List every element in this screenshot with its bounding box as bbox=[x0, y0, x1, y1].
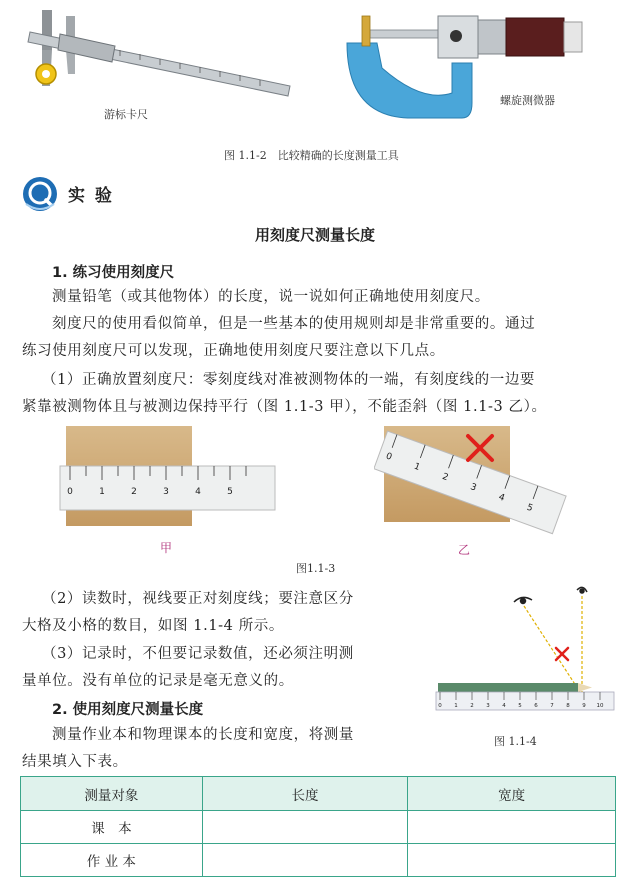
figure-caption-1-1-3: 图1.1-3 bbox=[296, 562, 336, 575]
scale-number: 10 bbox=[596, 703, 604, 709]
point2-line1: （2）读数时，视线要正对刻度线；要注意区分 bbox=[42, 591, 354, 607]
table-header-cell: 宽度 bbox=[408, 777, 616, 811]
scale-number: 5 bbox=[518, 703, 522, 709]
table-cell-width[interactable] bbox=[408, 844, 616, 877]
micrometer-image bbox=[342, 8, 597, 128]
table-header-cell: 测量对象 bbox=[21, 777, 203, 811]
table-cell-length[interactable] bbox=[202, 844, 408, 877]
ruler-b-number: 0 bbox=[384, 451, 394, 463]
point3-line1: （3）记录时，不但要记录数值，还必须注明测 bbox=[42, 646, 354, 662]
experiment-title: 用刻度尺测量长度 bbox=[254, 226, 375, 244]
table-header-row bbox=[21, 777, 616, 811]
part1-paragraph-3-line1: （1）正确放置刻度尺：零刻度线对准被测物体的一端，有刻度线的一边要 bbox=[42, 372, 536, 388]
scale-number: 2 bbox=[470, 703, 474, 709]
label-jia: 甲 bbox=[160, 541, 173, 555]
scale-number: 1 bbox=[454, 703, 458, 709]
figure-1-1-4 bbox=[432, 580, 618, 750]
part2-heading: 2. 使用刻度尺测量长度 bbox=[52, 702, 204, 718]
scale-number: 6 bbox=[534, 703, 538, 709]
measurement-table bbox=[20, 776, 616, 877]
ruler-a-number: 1 bbox=[99, 487, 105, 497]
reading-angle-diagram bbox=[432, 580, 618, 720]
experiment-icon bbox=[22, 176, 58, 212]
table-row bbox=[21, 811, 616, 844]
ruler-b-number: 2 bbox=[440, 471, 450, 484]
part1-paragraph-3-line2: 紧靠被测物体且与被测边保持平行（图 1.1-3 甲），不能歪斜（图 1.1-3 乙）。 bbox=[22, 399, 547, 415]
scale-number: 0 bbox=[438, 703, 442, 709]
eye-icon bbox=[514, 597, 532, 603]
ruler-slanted-placement bbox=[374, 426, 574, 536]
cross-mark-icon bbox=[556, 648, 568, 660]
ruler-b-number: 5 bbox=[525, 502, 535, 515]
figure-measuring-tools bbox=[0, 0, 630, 170]
part1-paragraph-2-line1: 刻度尺的使用看似简单，但是一些基本的使用规则却是非常重要的。通过 bbox=[52, 316, 536, 332]
part1-paragraph-2-line2: 练习使用刻度尺可以发现，正确地使用刻度尺要注意以下几点。 bbox=[22, 343, 445, 359]
scale-number: 4 bbox=[502, 703, 506, 709]
table-row bbox=[21, 844, 616, 877]
table-cell-width[interactable] bbox=[408, 811, 616, 844]
label-yi: 乙 bbox=[458, 543, 471, 557]
ruler-b-number: 1 bbox=[412, 461, 422, 474]
vernier-caliper-image bbox=[20, 4, 300, 104]
part1-paragraph-1: 测量铅笔（或其他物体）的长度，说一说如何正确地使用刻度尺。 bbox=[52, 289, 490, 305]
section-title: 实 验 bbox=[68, 186, 114, 206]
table-cell-length[interactable] bbox=[202, 811, 408, 844]
ruler-a-number: 0 bbox=[67, 487, 73, 497]
scale-number: 8 bbox=[566, 703, 570, 709]
ruler-b-number: 4 bbox=[497, 492, 506, 504]
part1-heading: 1. 练习使用刻度尺 bbox=[52, 265, 175, 281]
table-cell-object: 作 业 本 bbox=[21, 844, 203, 877]
scale-number: 9 bbox=[582, 703, 586, 709]
figure-1-1-3 bbox=[0, 420, 630, 580]
eye-icon bbox=[577, 587, 587, 593]
caliper-label: 游标卡尺 bbox=[104, 108, 148, 121]
ruler-a-number: 2 bbox=[131, 487, 137, 497]
figure-caption-1-1-4: 图 1.1-4 bbox=[494, 735, 537, 748]
part2-paragraph-line2: 结果填入下表。 bbox=[22, 754, 128, 770]
ruler-b-number: 3 bbox=[468, 482, 478, 494]
table-cell-object: 课 本 bbox=[21, 811, 203, 844]
ruler-a-number: 5 bbox=[227, 487, 233, 497]
point2-line2: 大格及小格的数目，如图 1.1-4 所示。 bbox=[22, 618, 285, 634]
ruler-a-number: 3 bbox=[163, 487, 169, 497]
table-header-cell: 长度 bbox=[202, 777, 408, 811]
scale-number: 7 bbox=[550, 703, 554, 709]
figure-caption-1-1-2: 图 1.1-2 比较精确的长度测量工具 bbox=[224, 149, 399, 162]
scale-number: 3 bbox=[486, 703, 490, 709]
ruler-a-number: 4 bbox=[195, 487, 201, 497]
part2-paragraph-line1: 测量作业本和物理课本的长度和宽度，将测量 bbox=[52, 727, 354, 743]
section-header bbox=[22, 176, 222, 212]
micrometer-label: 螺旋测微器 bbox=[500, 94, 555, 107]
point3-line2: 量单位。没有单位的记录是毫无意义的。 bbox=[22, 673, 294, 689]
ruler-correct-placement bbox=[58, 426, 278, 536]
